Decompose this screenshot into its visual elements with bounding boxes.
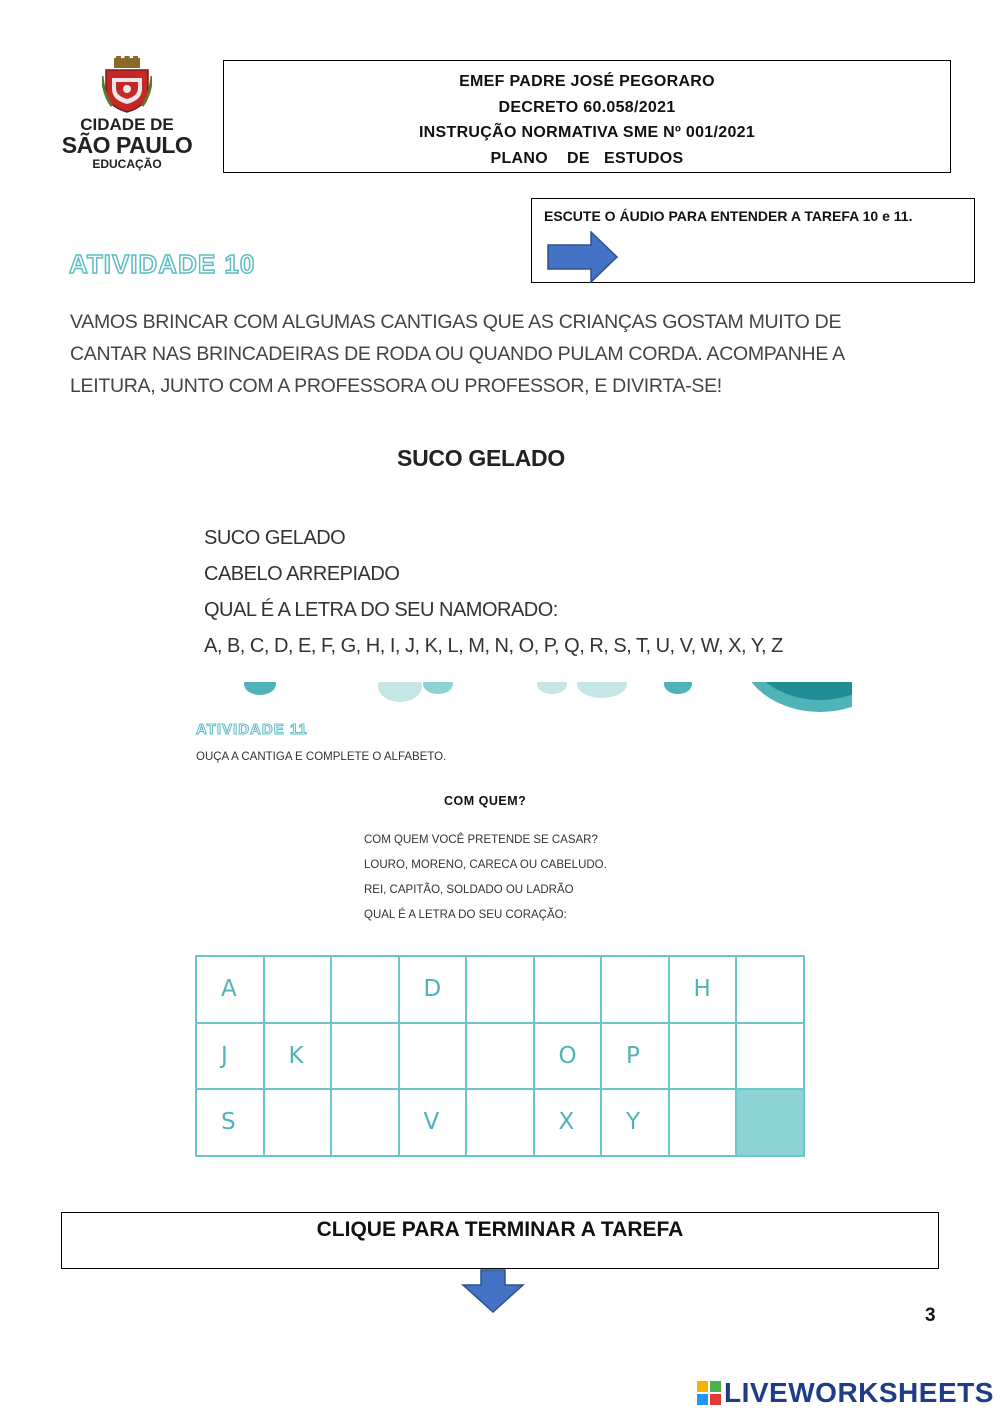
liveworksheets-icon (697, 1381, 721, 1405)
audio-instruction-box (531, 198, 975, 283)
liveworksheets-brand: LIVEWORKSHEETS (724, 1377, 994, 1408)
grid-row (196, 1023, 804, 1090)
grid-cell-letter: A (196, 956, 264, 1023)
activity-11-instruction: OUÇA A CANTIGA E COMPLETE O ALFABETO. (196, 751, 447, 763)
grid-cell-blank[interactable] (736, 1023, 804, 1090)
grid-cell-letter: Y (601, 1089, 669, 1156)
down-arrow-icon[interactable] (461, 1269, 525, 1313)
verse-line: QUAL É A LETRA DO SEU NAMORADO: (204, 599, 558, 621)
grid-cell-blank[interactable] (466, 1089, 534, 1156)
grid-row (196, 1089, 804, 1156)
grid-cell-letter: P (601, 1023, 669, 1090)
grid-cell-blank[interactable] (736, 956, 804, 1023)
school-header (223, 60, 951, 173)
intro-line: VAMOS BRINCAR COM ALGUMAS CANTIGAS QUE AS CRIANÇAS GOSTAM MUITO DE (70, 311, 842, 333)
page-number: 3 (925, 1305, 936, 1326)
decree: DECRETO 60.058/2021 (498, 98, 676, 116)
intro-line: CANTAR NAS BRINCADEIRAS DE RODA OU QUANDO PULAM CORDA. ACOMPANHE A (70, 343, 845, 365)
finish-task-button[interactable] (61, 1212, 939, 1269)
verse-line: SUCO GELADO (204, 527, 346, 549)
finish-task-label: CLIQUE PARA TERMINAR A TAREFA (316, 1218, 684, 1241)
grid-cell-blank[interactable] (534, 956, 602, 1023)
grid-cell-blank[interactable] (331, 1089, 399, 1156)
grid-row (196, 956, 804, 1023)
alphabet-grid (195, 955, 805, 1157)
grid-cell-blank[interactable] (669, 1089, 737, 1156)
grid-cell-blank[interactable] (399, 1023, 467, 1090)
grid-cell-letter: V (399, 1089, 467, 1156)
verse-line: LOURO, MORENO, CARECA OU CABELUDO. (364, 859, 607, 871)
logo-line-sao-paulo: SÃO PAULO (61, 132, 193, 158)
grid-cell-filled (736, 1089, 804, 1156)
grid-cell-blank[interactable] (264, 1089, 332, 1156)
grid-cell-letter: J (196, 1023, 264, 1090)
logo-line-educacao: EDUCAÇÃO (92, 157, 162, 171)
grid-cell-letter: K (264, 1023, 332, 1090)
grid-cell-letter: D (399, 956, 467, 1023)
grid-cell-letter: O (534, 1023, 602, 1090)
grid-cell-blank[interactable] (466, 1023, 534, 1090)
audio-instruction-text: ESCUTE O ÁUDIO PARA ENTENDER A TAREFA 10 e 11. (544, 208, 913, 224)
song-verses-suco-gelado (204, 520, 783, 664)
song-verses-com-quem (364, 828, 607, 928)
coat-of-arms-icon (102, 56, 152, 114)
grid-cell-blank[interactable] (331, 956, 399, 1023)
verse-line: QUAL É A LETRA DO SEU CORAÇÃO: (364, 909, 567, 921)
grid-cell-blank[interactable] (331, 1023, 399, 1090)
activity-10-intro (70, 306, 890, 402)
grid-cell-blank[interactable] (669, 1023, 737, 1090)
grid-cell-blank[interactable] (601, 956, 669, 1023)
city-logo (52, 56, 202, 180)
decorative-circles (200, 682, 852, 722)
school-name: EMEF PADRE JOSÉ PEGORARO (459, 73, 715, 90)
grid-cell-blank[interactable] (264, 956, 332, 1023)
verse-line: REI, CAPITÃO, SOLDADO OU LADRÃO (364, 884, 574, 896)
grid-cell-letter: X (534, 1089, 602, 1156)
verse-line: CABELO ARREPIADO (204, 563, 400, 585)
grid-cell-letter: S (196, 1089, 264, 1156)
verse-line: A, B, C, D, E, F, G, H, I, J, K, L, M, N, O, P, Q, R, S, T, U, V, W, X, Y, Z (204, 635, 783, 657)
song-title-suco-gelado: SUCO GELADO (397, 445, 565, 471)
grid-cell-blank[interactable] (466, 956, 534, 1023)
study-plan: PLANO DE ESTUDOS (490, 149, 684, 167)
activity-10-title: ATIVIDADE 10 (69, 249, 256, 279)
right-arrow-icon[interactable] (547, 231, 619, 283)
instruction: INSTRUÇÃO NORMATIVA SME Nº 001/2021 (418, 124, 756, 141)
song-title-com-quem: COM QUEM? (444, 794, 527, 808)
liveworksheets-logo (697, 1376, 994, 1410)
intro-line: LEITURA, JUNTO COM A PROFESSORA OU PROFESSOR, E DIVIRTA-SE! (70, 375, 722, 397)
verse-line: COM QUEM VOCÊ PRETENDE SE CASAR? (364, 834, 598, 846)
grid-cell-letter: H (669, 956, 737, 1023)
logo-line-city-de: CIDADE DE (80, 115, 174, 134)
activity-11-title: ATIVIDADE 11 (196, 721, 308, 738)
